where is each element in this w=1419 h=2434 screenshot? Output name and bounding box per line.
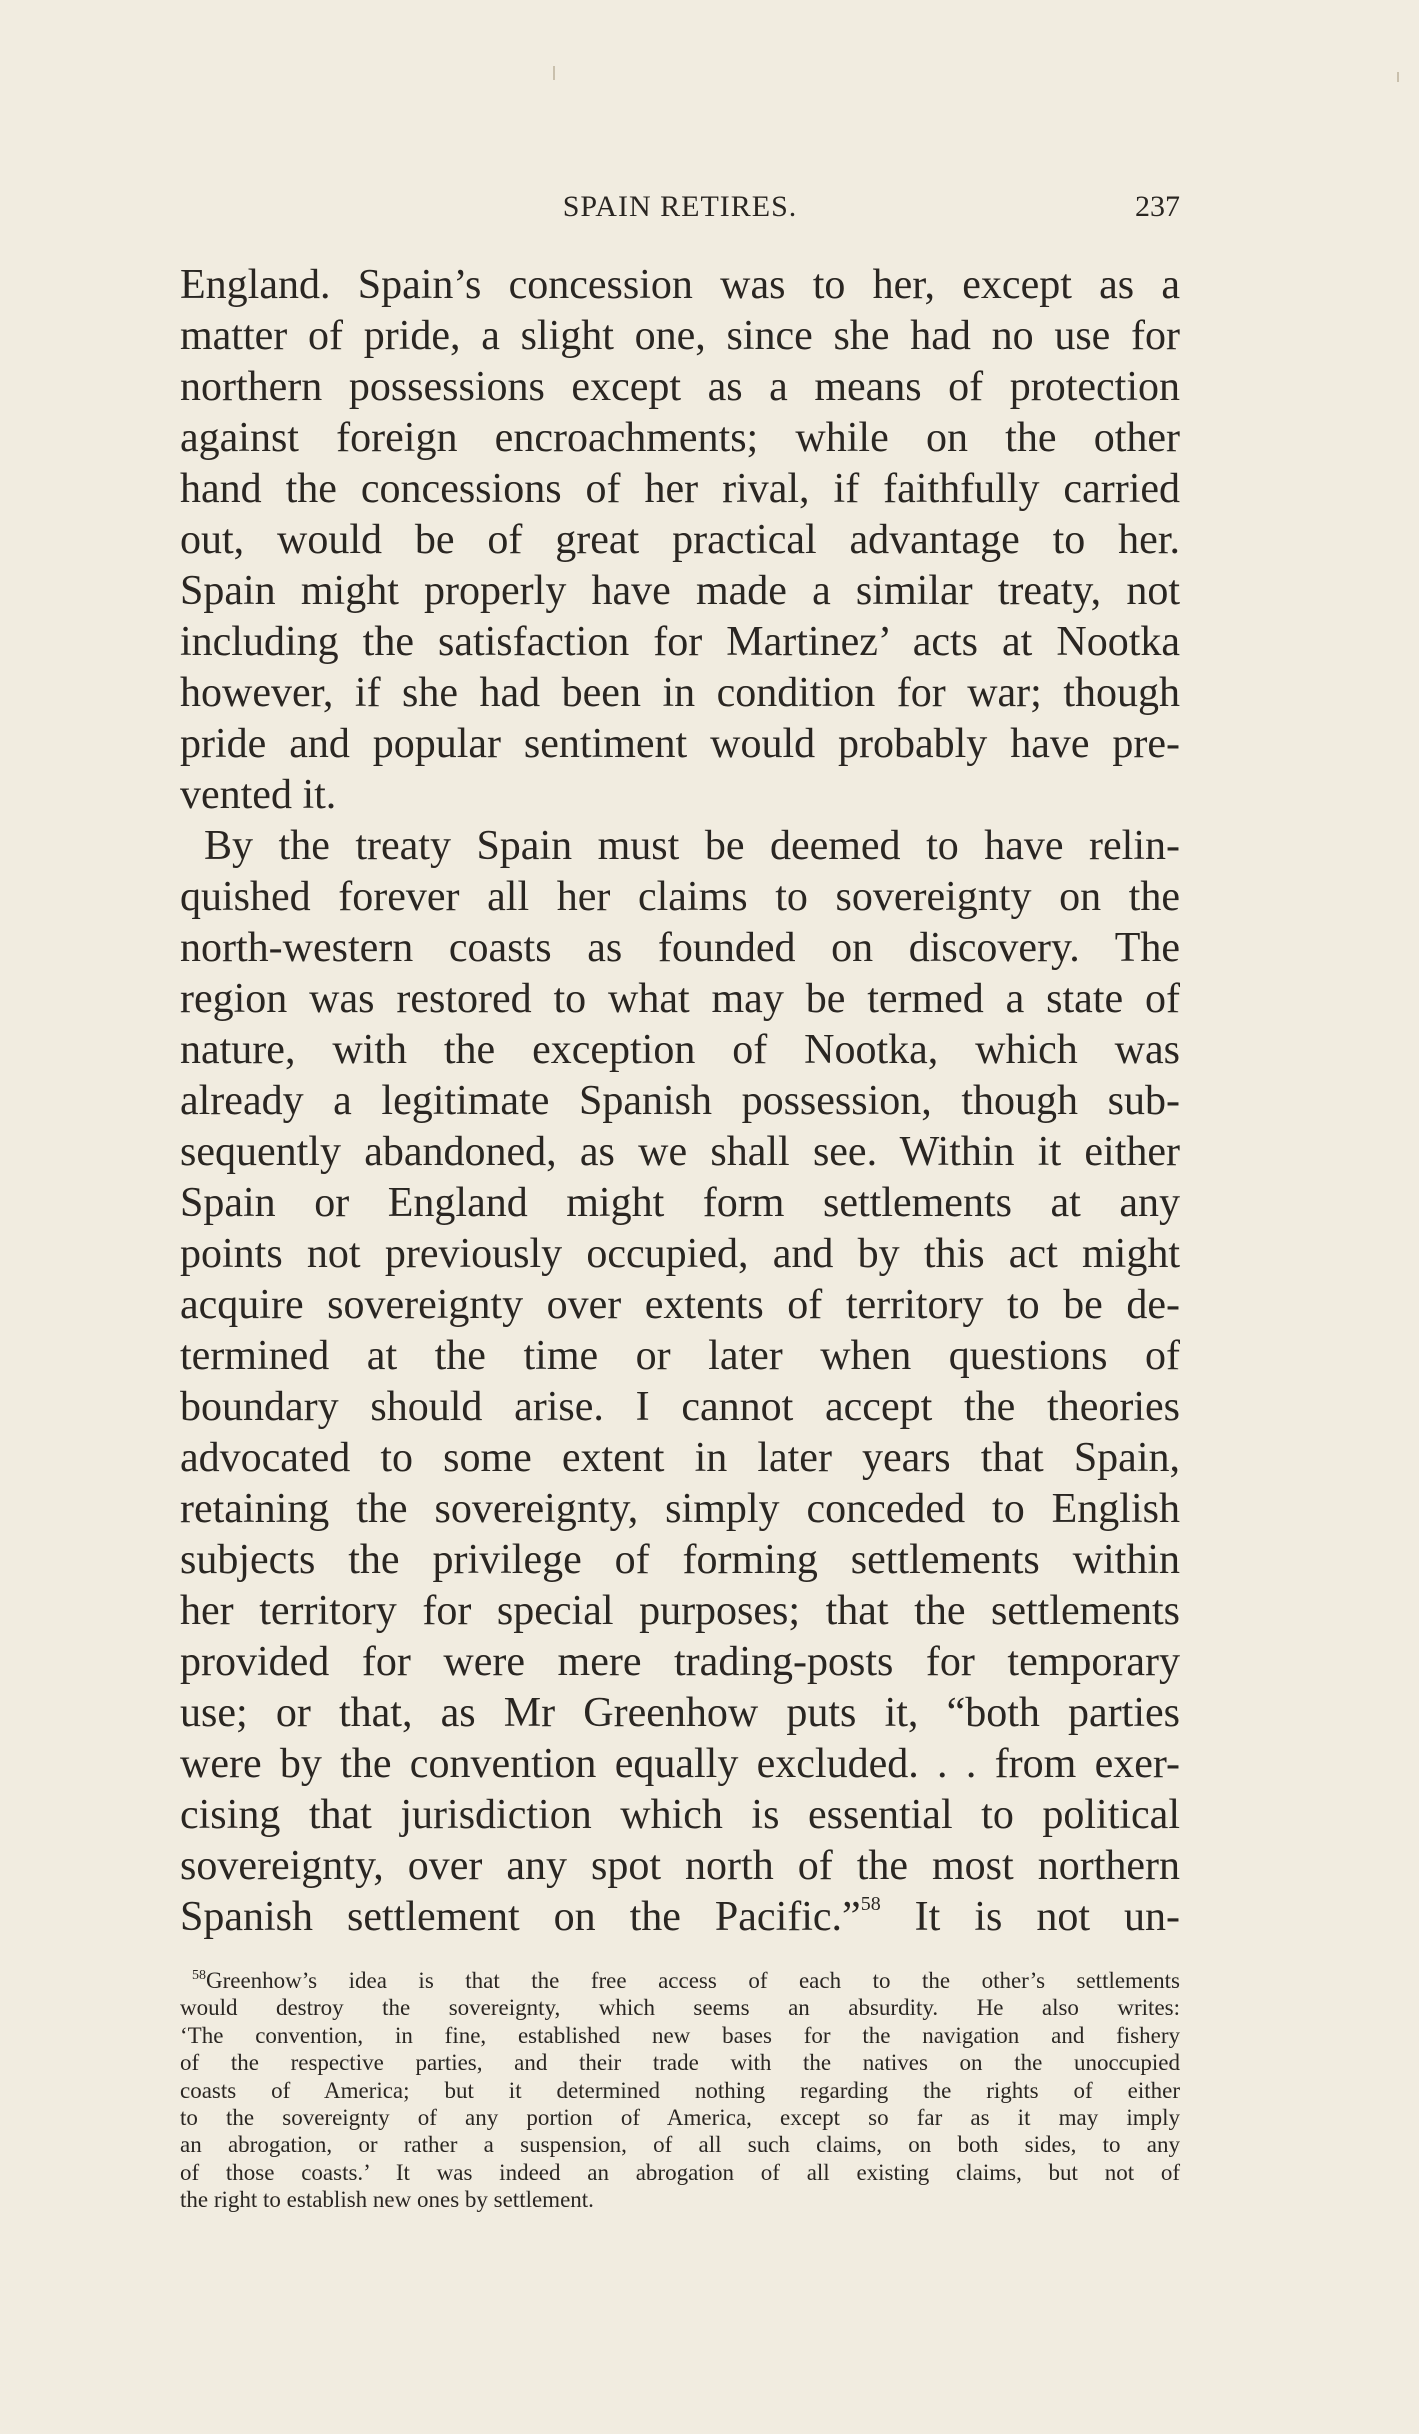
footnote-line: the right to establish new ones by settlement. [180, 2187, 594, 2213]
text-line: however, if she had been in condition for war; though [180, 670, 1180, 716]
text-line: boundary should arise. I cannot accept the theories [180, 1384, 1180, 1430]
footnote-reference[interactable]: 58 [860, 1893, 881, 1915]
text-fragment: It is not un- [880, 1894, 1181, 1940]
text-line: quished forever all her claims to sovereignty on the [180, 874, 1180, 920]
paper-speck [1397, 72, 1399, 82]
footnote-line: of the respective parties, and their trade with the natives on the unoccupied [180, 2050, 1180, 2076]
text-line: cising that jurisdiction which is essential to political [180, 1792, 1180, 1838]
paper-speck [553, 66, 555, 80]
footnote-line [180, 1967, 1180, 1994]
text-line: region was restored to what may be termed a state of [180, 976, 1180, 1022]
text-line: advocated to some extent in later years that Spain, [180, 1435, 1180, 1481]
text-line: points not previously occupied, and by this act might [180, 1231, 1180, 1277]
text-line: Spain or England might form settlements at any [180, 1180, 1180, 1226]
footnote-line: coasts of America; but it determined nothing regarding the rights of either [180, 2077, 1180, 2103]
text-line: retaining the sovereignty, simply conceded to English [180, 1486, 1180, 1532]
text-line: against foreign encroachments; while on the other [180, 415, 1180, 461]
running-head [180, 190, 1180, 230]
text-line: pride and popular sentiment would probably have pre- [180, 721, 1180, 767]
text-line: northern possessions except as a means of protection [180, 364, 1180, 410]
text-line: hand the concessions of her rival, if faithfully carried [180, 466, 1180, 512]
text-line: England. Spain’s concession was to her, except as a [180, 262, 1180, 308]
text-line: acquire sovereignty over extents of territory to be de- [180, 1282, 1180, 1328]
running-title: SPAIN RETIRES. [562, 190, 798, 223]
text-line: By the treaty Spain must be deemed to have relin- [204, 823, 1180, 869]
text-line: including the satisfaction for Martinez’ acts at Nootka [180, 619, 1180, 665]
text-line: Spain might properly have made a similar treaty, not [180, 568, 1180, 614]
footnote-line: to the sovereignty of any portion of America, except so far as it may imply [180, 2104, 1180, 2130]
footnote-line: would destroy the sovereignty, which seems an absurdity. He also writes: [180, 1995, 1180, 2021]
text-line: termined at the time or later when questions of [180, 1333, 1180, 1379]
text-line: nature, with the exception of Nootka, which was [180, 1027, 1180, 1073]
text-line: sequently abandoned, as we shall see. Within it either [180, 1129, 1180, 1175]
text-line: sovereignty, over any spot north of the most northern [180, 1843, 1180, 1889]
footnote [180, 1967, 1180, 2214]
footnote-line: ‘The convention, in fine, established new bases for the navigation and fishery [180, 2022, 1180, 2048]
page-number: 237 [1135, 190, 1180, 223]
text-line: vented it. [180, 772, 337, 818]
text-line: matter of pride, a slight one, since she had no use for [180, 313, 1180, 359]
footnote-line: of those coasts.’ It was indeed an abrogation of all existing claims, but not of [180, 2159, 1180, 2185]
text-line: provided for were mere trading-posts for temporary [180, 1639, 1180, 1685]
body-text [180, 260, 1180, 1943]
text-line: north-western coasts as founded on discovery. The [180, 925, 1180, 971]
text-line: her territory for special purposes; that the settlements [180, 1588, 1180, 1634]
text-line: were by the convention equally excluded. . . from exer- [180, 1741, 1180, 1787]
footnote-line: an abrogation, or rather a suspension, of all such claims, on both sides, to any [180, 2132, 1180, 2158]
text-line: use; or that, as Mr Greenhow puts it, “both parties [180, 1690, 1180, 1736]
text-fragment: Spanish settlement on the Pacific.” [180, 1894, 861, 1940]
footnote-text: Greenhow’s idea is that the free access of each to the other’s settlements [206, 1968, 1180, 1993]
text-line: out, would be of great practical advantage to her. [180, 517, 1180, 563]
text-line: subjects the privilege of forming settlements within [180, 1537, 1180, 1583]
footnote-marker: 58 [192, 1968, 206, 1983]
text-line: already a legitimate Spanish possession, though sub- [180, 1078, 1180, 1124]
text-line-with-footnote-ref [180, 1892, 1180, 1943]
